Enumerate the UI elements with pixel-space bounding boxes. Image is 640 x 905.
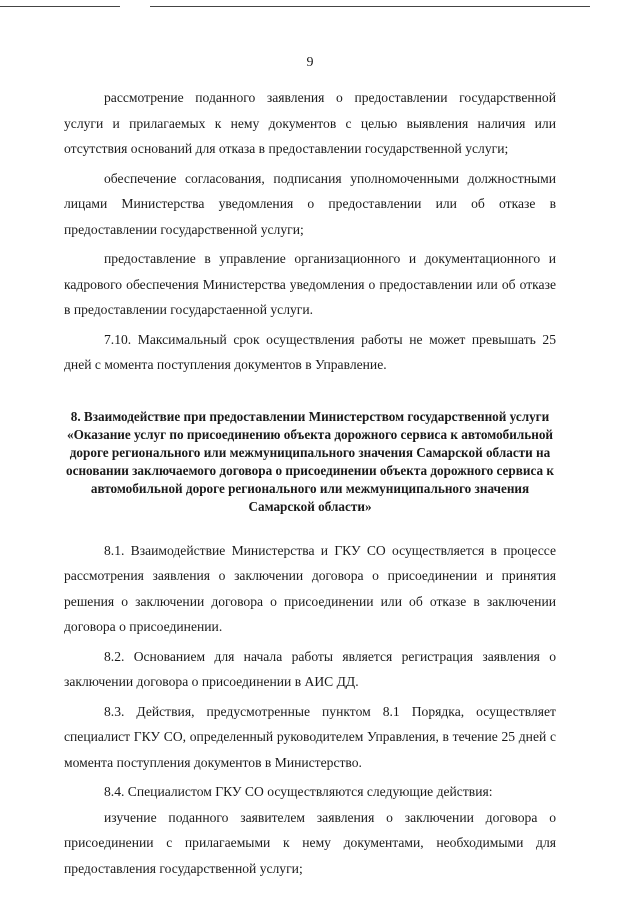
paragraph: 8.2. Основанием для начала работы является регистрация заявления о заключении договора о присоединении в АИС ДД.	[64, 648, 556, 689]
paragraph: 8.1. Взаимодействие Министерства и ГКУ СО осуществляется в процессе рассмотрения заявления о заключении договора о присоединении и принятия решения о заключении договора о присоединении или об отказе в заключении договора о присоединении.	[64, 542, 556, 634]
paragraph: 7.10. Максимальный срок осуществления работы не может превышать 25 дней с момента поступления документов в Управление.	[64, 331, 556, 372]
document-page	[64, 55, 556, 881]
paragraph: изучение поданного заявителем заявления о заключении договора о присоединении с прилагаемыми к нему документами, необходимыми для предоставления государственной услуги;	[64, 809, 556, 876]
section-heading: 8. Взаимодействие при предоставлении Министерством государственной услуги «Оказание услуг по присоединению объекта дорожного сервиса к автомобильной дороге регионального или межмуниципального значения Самарской области на основании заключаемого договора о присоединении объекта дорожного сервиса к автомобильной дороге регионального или межмуниципального значения Самарской области»	[66, 408, 554, 514]
paragraph: обеспечение согласования, подписания уполномоченными должностными лицами Министерства уведомления о предоставлении или об отказе в предоставлении государственной услуги;	[64, 170, 556, 237]
paragraph: рассмотрение поданного заявления о предоставлении государственной услуги и прилагаемых к нему документов с целью выявления наличия или отсутствия оснований для отказа в предоставлении государственной услуги;	[64, 90, 556, 156]
scan-edge-line-left	[0, 6, 120, 7]
paragraph: 8.3. Действия, предусмотренные пунктом 8.1 Порядка, осуществляет специалист ГКУ СО, определенный руководителем Управления, в течение 25 дней с момента поступления документов в Министерство.	[64, 703, 556, 770]
paragraph: предоставление в управление организационного и документационного и кадрового обеспечения Министерства уведомления о предоставлении или об отказе в предоставлении государстаенной услуги.	[64, 251, 556, 317]
paragraph: 8.4. Специалистом ГКУ СО осуществляются следующие действия:	[104, 784, 493, 799]
page-number: 9	[306, 55, 314, 70]
scan-edge-line-right	[150, 6, 590, 7]
